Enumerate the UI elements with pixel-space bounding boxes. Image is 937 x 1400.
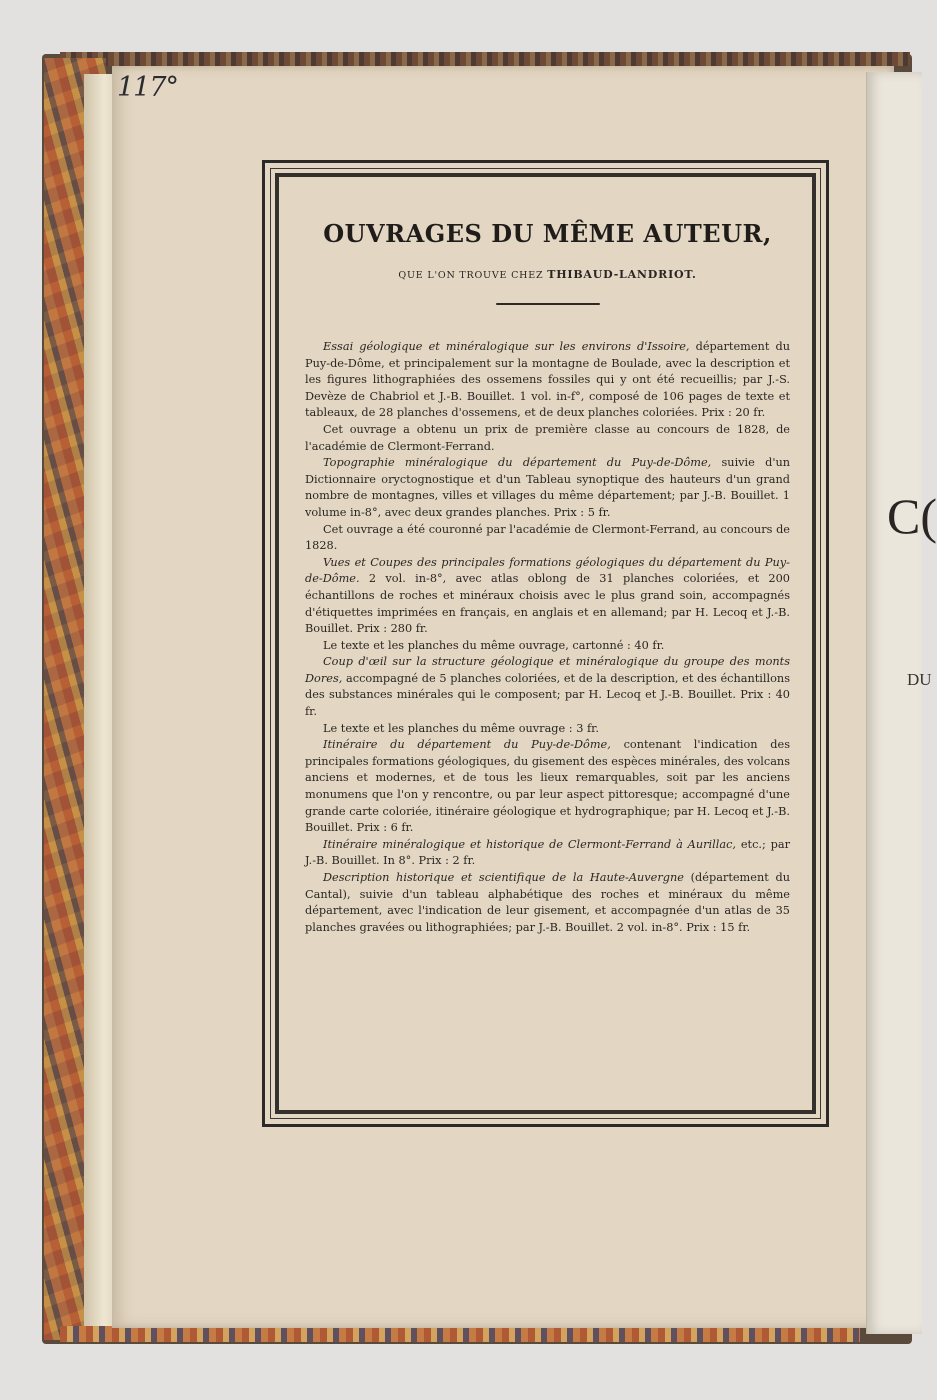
page-title: OUVRAGES DU MÊME AUTEUR, — [323, 219, 772, 248]
work-entry: Le texte et les planches du même ouvrage, cartonné : 40 fr. — [323, 638, 665, 652]
works-list — [305, 339, 790, 936]
work-entry: Le texte et les planches du même ouvrage : 3 fr. — [323, 721, 599, 735]
publisher-line — [305, 268, 790, 281]
work-entry: Cet ouvrage a été couronné par l'académie de Clermont-Ferrand, au concours de 1828. — [305, 522, 790, 553]
publisher-name: THIBAUD-LANDRIOT. — [547, 268, 697, 281]
work-entry: Vues et Coupes des principales formations géologiques du département du Puy-de-Dôme. 2 vol. in-8°, avec atlas oblong de 31 planches coloriées, et 200 échantillons de roches et minéraux choisis avec le plus grand soin, accompagnés d'étiquettes imprimées en français, en anglais et en allemand; par H. Lecoq et J.-B. Bouillet. Prix : 280 fr. — [305, 555, 790, 636]
work-entry: Itinéraire du département du Puy-de-Dôme, contenant l'indication des principales formations géologiques, du gisement des espèces minérales, des volcans anciens et modernes, et de tous les lieux remarquables, soit par les anciens monumens que l'on y rencontre, ou par leur aspect pittoresque; accompagné d'une grande carte coloriée, itinéraire géologique et hydrographique; par H. Lecoq et J.-B. Bouillet. Prix : 6 fr. — [305, 738, 791, 835]
work-entry: Coup d'œil sur la structure géologique et minéralogique du groupe des monts Dores, accompagné de 5 planches coloriées, et de la description, et des échantillons des substances minérales qui le composent; par H. Lecoq et J.-B. Bouillet. Prix : 40 fr. — [305, 655, 790, 719]
work-entry: Itinéraire minéralogique et historique de Clermont-Ferrand à Aurillac, etc.; par J.-B. Bouillet. In 8°. Prix : 2 fr. — [305, 837, 791, 868]
facing-page — [866, 72, 937, 1334]
publisher-prefix: QUE L'ON TROUVE CHEZ — [398, 270, 544, 281]
work-entry: Description historique et scientifique de la Haute-Auvergne (département du Cantal), suivie d'un tableau alphabétique des roches et minéraux du même département, avec l'indication de leur gisement, et accompagnée d'un atlas de 35 planches gravées ou lithographiées; par J.-B. Bouillet. 2 vol. in-8°. Prix : 15 fr. — [305, 871, 790, 934]
handwritten-shelfmark: 117° — [117, 72, 179, 103]
facing-page-subtitle-fragment: DU — [907, 670, 932, 689]
work-entry: Cet ouvrage a obtenu un prix de première classe au concours de 1828, de l'académie de Clermont-Ferrand. — [305, 422, 790, 453]
title-divider — [496, 303, 600, 305]
work-entry: Essai géologique et minéralogique sur les environs d'Issoire, département du Puy-de-Dôme, et principalement sur la montagne de Boulade, avec la description et les figures lithographiées des ossemens fossiles qui y ont été recueillis; par J.-S. Devèze de Chabriol et J.-B. Bouillet. 1 vol. in-f°, composé de 106 pages de texte et tableaux, de 28 planches d'ossemens, et de deux planches coloriées. Prix : 20 fr. — [305, 340, 790, 420]
work-entry: Topographie minéralogique du département du Puy-de-Dôme, suivie d'un Dictionnaire oryctognostique et d'un Tableau synoptique des hauteurs d'un grand nombre de montagnes, villes et villages du même département; par J.-B. Bouillet. 1 volume in-8°, avec deux grandes planches. Prix : 5 fr. — [305, 456, 791, 519]
ornamental-frame — [262, 160, 829, 1127]
marbled-edge-top — [60, 52, 910, 66]
facing-page-title-fragment: C( — [887, 488, 937, 544]
marbled-edge-bottom — [60, 1326, 860, 1342]
